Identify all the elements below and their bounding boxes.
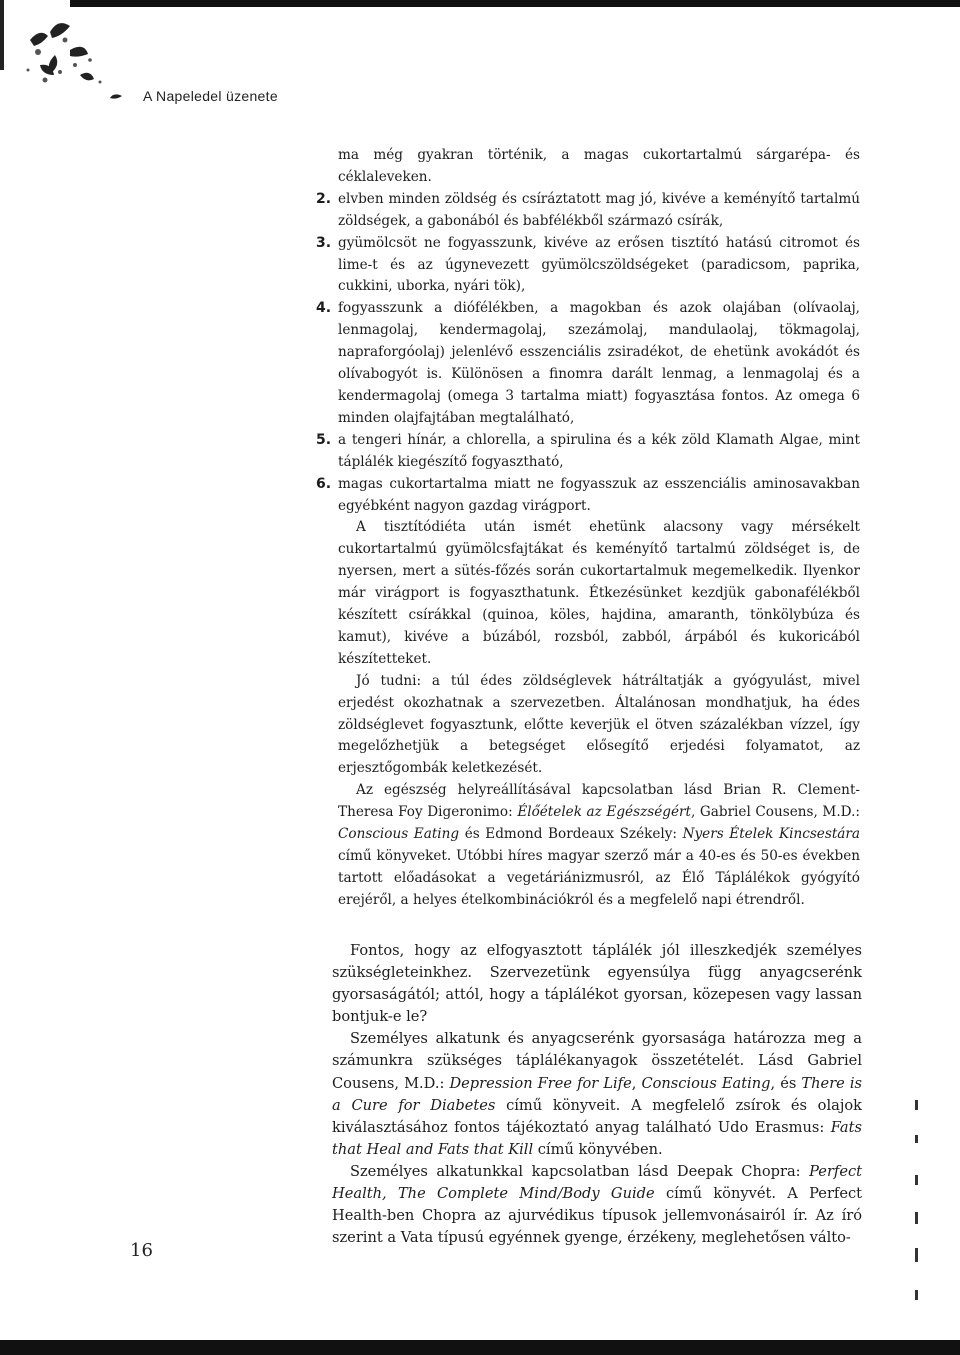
list-item	[316, 233, 860, 299]
scan-edge-mark	[915, 1248, 918, 1262]
list-number: 3.	[316, 234, 332, 251]
list-continuation: ma még gyakran történik, a magas cukortartalmú sárgarépa- és céklaleveken.	[338, 147, 860, 185]
scan-edge-mark	[915, 1135, 918, 1143]
list-text: magas cukortartalma miatt ne fogyasszuk az esszenciális aminosavakban egyébként nagyon gazdag virágport.	[338, 475, 860, 514]
book-title: Nyers Ételek Kincsestára	[682, 826, 860, 843]
book-title: Depression Free for Life	[449, 1074, 632, 1092]
paragraph-references: Az egészség helyreállításával kapcsolatban lásd Brian R. Clement-Theresa Foy Digeronimo: Élőételek az Egészségért, Gabriel Cousens, M.D.: Conscious Eating és Edmond Bordeaux Székely: Nyers Ételek Kincsestára című könyveket. Utóbbi híres magyar szerző már a 40-es és 50-es években tartott előadásokat a vegetáriánizmusról, az Élő Táplálékok gyógyító erejéről, a helyes ételkombinációkról és a megfelelő napi étrendről.	[338, 782, 860, 908]
list-item	[316, 430, 860, 474]
book-title: There is a Cure for Diabetes	[332, 1074, 863, 1114]
list-item	[316, 189, 860, 233]
list-item	[316, 298, 860, 429]
top-rule	[70, 0, 960, 7]
list-number: 4.	[316, 300, 332, 317]
main-column	[316, 145, 860, 912]
scan-edge-mark	[915, 1175, 918, 1185]
scan-edge-mark	[915, 1100, 918, 1110]
paragraph: Jó tudni: a túl édes zöldséglevek hátráltatják a gyógyulást, mivel erjedést okozhatnak a szervezetben. Általánosan mondhatjuk, ha édes zöldséglevet fogyasztunk, előtte keverjük el ötven százalékban vízzel, így megelőzhetjük a betegséget elősegítő erjedési folyamatot, az erjesztőgombák keletkezését.	[338, 672, 860, 777]
list-item	[316, 474, 860, 518]
list-number: 2.	[316, 190, 332, 207]
paragraph: Fontos, hogy az elfogyasztott táplálék jól illeszkedjék személyes szükségleteinkhez. Szervezetünk egyensúlya függ anyagcserénk gyorsaságától; attól, hogy a táplálékot gyorsan, közepesen vagy lassan bontjuk-e le?	[332, 942, 862, 1026]
running-head: A Napeledel üzenete	[143, 88, 278, 104]
page-number: 16	[130, 1240, 153, 1261]
second-section	[332, 940, 862, 1249]
book-title: Conscious Eating	[641, 1074, 771, 1092]
list-number: 6.	[316, 475, 332, 492]
list-text: gyümölcsöt ne fogyasszunk, kivéve az erősen tisztító hatású citromot és lime-t és az úgynevezett gyümölcszöldségeket (paradicsom, paprika, cukkini, uborka, nyári tök),	[338, 234, 860, 295]
book-title: Fats that Heal and Fats that Kill	[332, 1118, 862, 1158]
paragraph: A tisztítódiéta után ismét ehetünk alacsony vagy mérsékelt cukortartalmú gyümölcsfajtákat és keményítő tartalmú zöldséget is, de nyersen, mert a sütés-főzés során cukortartalmuk megemelkedik. Ilyenkor már virágport is fogyaszthatunk. Étkezésünket kezdjük gabonafélékből készített csírákkal (quinoa, köles, hajdina, amaranth, tönkölybúza és kamut), kivéve a búzából, rozsból, zabból, árpából és kukoricából készítetteket.	[338, 519, 860, 667]
list-text: elvben minden zöldség és csíráztatott mag jó, kivéve a keményítő tartalmú zöldségek, a gabonából és babfélékből származó csírák,	[338, 190, 860, 229]
numbered-list	[316, 189, 860, 518]
paragraph-references: Személyes alkatunk és anyagcserénk gyorsasága határozza meg a számunkra szükséges táplálékanyagok összetételét. Lásd Gabriel Cousens, M.D.: Depression Free for Life, Conscious Eating, és There is a Cure for Diabetes című könyveit. A megfelelő zsírok és olajok kiválasztásához fontos tájékoztató anyag található Udo Erasmus: Fats that Heal and Fats that Kill című könyvében.	[332, 1030, 863, 1158]
list-text: fogyasszunk a diófélékben, a magokban és azok olajában (olívaolaj, lenmagolaj, kendermagolaj, szezámolaj, mandulaolaj, tökmagolaj, napraforgóolaj) jelenlévő esszenciális zsiradékot, de ehetünk avokádót és olívabogyót is. Különösen a finomra darált lenmag, a lenmagolaj és a kendermagolaj (omega 3 tartalma miatt) fogyasztása fontos. Az omega 6 minden olajfajtában megtalálható,	[338, 300, 860, 426]
list-text: a tengeri hínár, a chlorella, a spirulina és a kék zöld Klamath Algae, mint táplálék kiegészítő fogyasztható,	[338, 431, 860, 470]
scan-edge-mark	[915, 1290, 918, 1300]
book-title: Perfect Health, The Complete Mind/Body Guide	[332, 1162, 862, 1203]
sun-logo-illustration	[10, 10, 130, 105]
bottom-rule	[0, 1340, 960, 1355]
list-number: 5.	[316, 431, 332, 448]
book-title: Conscious Eating	[338, 826, 460, 843]
paragraph-references: Személyes alkatunkkal kapcsolatban lásd Deepak Chopra: Perfect Health, The Complete Mind/Body Guide című könyvét. A Perfect Health-ben Chopra az ajurvédikus típusok jellemvonásairól ír. Az író szerint a Vata típusú egyénnek gyenge, érzékeny, meglehetősen válto-	[332, 1162, 862, 1247]
left-rule	[0, 0, 4, 70]
scan-edge-mark	[915, 1212, 918, 1224]
book-title: Élőételek az Egészségért	[517, 804, 691, 821]
